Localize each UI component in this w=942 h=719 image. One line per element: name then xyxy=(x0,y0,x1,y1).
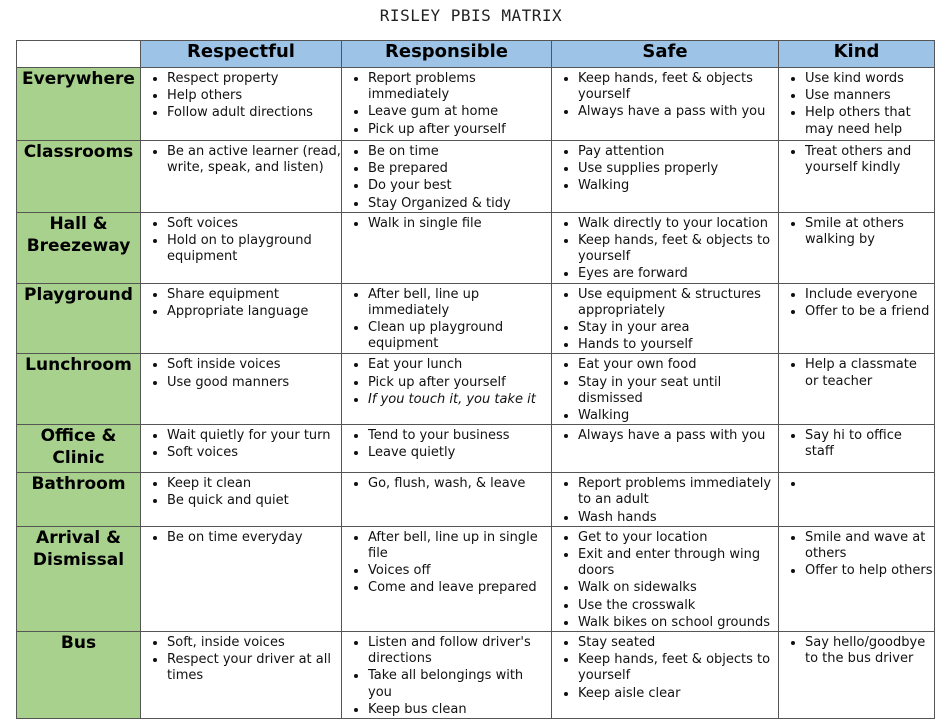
list-item: • Keep hands, feet & objects yourself xyxy=(578,70,778,103)
bullet-list xyxy=(779,215,934,248)
row-label-lunchroom: Lunchroom xyxy=(17,354,141,425)
cell-playground-respectful xyxy=(141,283,342,354)
corner-cell xyxy=(17,41,141,68)
column-header-responsible: Responsible xyxy=(342,41,552,68)
list-item: • Leave gum at home xyxy=(368,103,551,120)
cell-bathroom-kind xyxy=(779,473,935,527)
list-item: • Stay Organized & tidy xyxy=(368,195,551,212)
bullet-list xyxy=(779,475,934,492)
bullet-list xyxy=(141,70,341,122)
cell-classrooms-respectful xyxy=(141,141,342,213)
list-item: • Be on time xyxy=(368,143,551,160)
bullet-list xyxy=(552,475,778,526)
table-row-hall-breezeway xyxy=(17,212,935,283)
bullet-list xyxy=(141,427,341,461)
list-item: • Help others xyxy=(167,87,341,104)
cell-arrival-dismissal-kind xyxy=(779,526,935,631)
list-item: • Pay attention xyxy=(578,143,778,160)
list-item: • Be on time everyday xyxy=(167,529,341,546)
bullet-list xyxy=(342,529,551,597)
list-item: • Respect your driver at all times xyxy=(167,651,341,684)
list-item: • Stay in your seat until dismissed xyxy=(578,374,778,407)
cell-bus-kind xyxy=(779,632,935,719)
list-item: • Leave quietly xyxy=(368,444,551,461)
bullet-list xyxy=(141,634,341,685)
cell-lunchroom-respectful xyxy=(141,354,342,425)
matrix-body xyxy=(17,68,935,719)
list-item: • Go, flush, wash, & leave xyxy=(368,475,551,492)
list-item: • Soft voices xyxy=(167,215,341,232)
table-row-office-clinic xyxy=(17,425,935,473)
list-item: • Listen and follow driver's directions xyxy=(368,634,551,667)
list-item: • Eat your lunch xyxy=(368,356,551,373)
list-item: • Report problems immediately xyxy=(368,70,551,103)
cell-office-clinic-respectful xyxy=(141,425,342,473)
cell-hall-breezeway-kind xyxy=(779,212,935,283)
cell-classrooms-responsible xyxy=(342,141,552,213)
cell-classrooms-kind xyxy=(779,141,935,213)
list-item: • After bell, line up immediately xyxy=(368,286,551,319)
bullet-list xyxy=(779,427,934,460)
cell-playground-kind xyxy=(779,283,935,354)
list-item: • Wash hands xyxy=(578,509,778,526)
list-item: • After bell, line up in single file xyxy=(368,529,551,562)
list-item: • Be prepared xyxy=(368,160,551,177)
cell-hall-breezeway-respectful xyxy=(141,212,342,283)
bullet-list xyxy=(552,634,778,702)
list-item: • Say hello/goodbye to the bus driver xyxy=(805,634,934,667)
list-item: • Offer to be a friend xyxy=(805,303,934,320)
table-row-playground xyxy=(17,283,935,354)
table-row-bathroom xyxy=(17,473,935,527)
list-item: • Help a classmate or teacher xyxy=(805,356,934,389)
row-label-everywhere: Everywhere xyxy=(17,68,141,141)
table-row-bus xyxy=(17,632,935,719)
bullet-list xyxy=(342,70,551,138)
row-label-office-clinic: Office & Clinic xyxy=(17,425,141,473)
list-item: • Walk in single file xyxy=(368,215,551,232)
bullet-list xyxy=(342,215,551,232)
list-item: • Soft, inside voices xyxy=(167,634,341,651)
list-item: • Follow adult directions xyxy=(167,104,341,121)
list-item: • Help others that may need help xyxy=(805,104,934,137)
list-item: • Hold on to playground equipment xyxy=(167,232,341,265)
bullet-list xyxy=(552,427,778,444)
cell-playground-safe xyxy=(552,283,779,354)
cell-bathroom-responsible xyxy=(342,473,552,527)
table-row-everywhere xyxy=(17,68,935,141)
bullet-list xyxy=(342,286,551,353)
list-item: • Walk directly to your location xyxy=(578,215,778,232)
cell-arrival-dismissal-respectful xyxy=(141,526,342,631)
list-item: • Appropriate language xyxy=(167,303,341,320)
list-item: • Exit and enter through wing doors xyxy=(578,546,778,579)
list-item: • Do your best xyxy=(368,177,551,194)
list-item: • Eat your own food xyxy=(578,356,778,373)
list-item: • Keep hands, feet & objects to yourself xyxy=(578,651,778,684)
list-item: • Come and leave prepared xyxy=(368,579,551,596)
list-item: • Eyes are forward xyxy=(578,265,778,282)
list-item: • Keep bus clean xyxy=(368,701,551,718)
bullet-list xyxy=(342,634,551,718)
bullet-list xyxy=(141,286,341,320)
bullet-list xyxy=(141,215,341,266)
bullet-list xyxy=(552,215,778,283)
header-row xyxy=(17,41,935,68)
list-item: • Share equipment xyxy=(167,286,341,303)
column-header-kind: Kind xyxy=(779,41,935,68)
cell-everywhere-kind xyxy=(779,68,935,141)
list-item: • Always have a pass with you xyxy=(578,103,778,120)
list-item: • Treat others and yourself kindly xyxy=(805,143,934,176)
list-item: • Soft voices xyxy=(167,444,341,461)
bullet-list xyxy=(779,70,934,138)
list-item: • Wait quietly for your turn xyxy=(167,427,341,444)
list-item: • Walking xyxy=(578,407,778,424)
cell-office-clinic-safe xyxy=(552,425,779,473)
bullet-list xyxy=(141,529,341,546)
bullet-list xyxy=(141,475,341,509)
bullet-list xyxy=(342,143,551,212)
cell-everywhere-safe xyxy=(552,68,779,141)
list-item: • Hands to yourself xyxy=(578,336,778,353)
bullet-list xyxy=(342,427,551,461)
list-item: • Offer to help others xyxy=(805,562,934,579)
list-item: • Be an active learner (read, write, speak, and listen) xyxy=(167,143,341,176)
list-item: • Stay in your area xyxy=(578,319,778,336)
cell-hall-breezeway-safe xyxy=(552,212,779,283)
list-item: • Use manners xyxy=(805,87,934,104)
row-label-classrooms: Classrooms xyxy=(17,141,141,213)
cell-playground-responsible xyxy=(342,283,552,354)
row-label-bathroom: Bathroom xyxy=(17,473,141,527)
list-item: • Report problems immediately to an adult xyxy=(578,475,778,508)
bullet-list xyxy=(779,143,934,176)
pbis-matrix-table xyxy=(16,40,935,719)
list-item: • Keep aisle clear xyxy=(578,685,778,702)
bullet-list xyxy=(779,529,934,580)
list-item: • If you touch it, you take it xyxy=(368,391,551,408)
cell-bus-safe xyxy=(552,632,779,719)
cell-lunchroom-responsible xyxy=(342,354,552,425)
row-label-playground: Playground xyxy=(17,283,141,354)
list-item: • Include everyone xyxy=(805,286,934,303)
row-label-hall-breezeway: Hall & Breezeway xyxy=(17,212,141,283)
list-item: • Pick up after yourself xyxy=(368,374,551,391)
bullet-list xyxy=(779,634,934,667)
list-item: • Use equipment & structures appropriately xyxy=(578,286,778,319)
list-item: • Smile at others walking by xyxy=(805,215,934,248)
bullet-list xyxy=(141,356,341,390)
row-label-bus: Bus xyxy=(17,632,141,719)
cell-everywhere-responsible xyxy=(342,68,552,141)
bullet-list xyxy=(552,529,778,631)
list-item: • Get to your location xyxy=(578,529,778,546)
bullet-list xyxy=(552,143,778,195)
cell-lunchroom-kind xyxy=(779,354,935,425)
list-item: • Always have a pass with you xyxy=(578,427,778,444)
list-item: • Walk bikes on school grounds xyxy=(578,614,778,631)
list-item: • Clean up playground equipment xyxy=(368,319,551,352)
bullet-list xyxy=(552,356,778,424)
list-item: • Soft inside voices xyxy=(167,356,341,373)
list-item: • Keep hands, feet & objects to yourself xyxy=(578,232,778,265)
bullet-list xyxy=(342,356,551,408)
list-item: • Be quick and quiet xyxy=(167,492,341,509)
cell-hall-breezeway-responsible xyxy=(342,212,552,283)
cell-lunchroom-safe xyxy=(552,354,779,425)
bullet-list xyxy=(552,70,778,121)
list-item: • Respect property xyxy=(167,70,341,87)
list-item: • Tend to your business xyxy=(368,427,551,444)
list-item: • Walking xyxy=(578,177,778,194)
table-row-arrival-dismissal xyxy=(17,526,935,631)
column-header-respectful: Respectful xyxy=(141,41,342,68)
list-item: • Walk on sidewalks xyxy=(578,579,778,596)
column-header-safe: Safe xyxy=(552,41,779,68)
cell-everywhere-respectful xyxy=(141,68,342,141)
list-item: • Voices off xyxy=(368,562,551,579)
list-item: • Use the crosswalk xyxy=(578,597,778,614)
list-item: • Use supplies properly xyxy=(578,160,778,177)
list-item: • Use kind words xyxy=(805,70,934,87)
bullet-list xyxy=(779,356,934,389)
bullet-list xyxy=(141,143,341,176)
row-label-arrival-dismissal: Arrival & Dismissal xyxy=(17,526,141,631)
list-item: • Pick up after yourself xyxy=(368,121,551,138)
list-item: • Say hi to office staff xyxy=(805,427,934,460)
cell-bathroom-respectful xyxy=(141,473,342,527)
page-title: RISLEY PBIS MATRIX xyxy=(379,6,563,25)
cell-bus-respectful xyxy=(141,632,342,719)
table-row-classrooms xyxy=(17,141,935,213)
bullet-list xyxy=(779,286,934,320)
cell-office-clinic-kind xyxy=(779,425,935,473)
cell-arrival-dismissal-safe xyxy=(552,526,779,631)
list-item: • Keep it clean xyxy=(167,475,341,492)
cell-classrooms-safe xyxy=(552,141,779,213)
list-item: • Smile and wave at others xyxy=(805,529,934,562)
cell-arrival-dismissal-responsible xyxy=(342,526,552,631)
list-item: • Stay seated xyxy=(578,634,778,651)
cell-office-clinic-responsible xyxy=(342,425,552,473)
list-item: • Take all belongings with you xyxy=(368,667,551,700)
table-row-lunchroom xyxy=(17,354,935,425)
cell-bus-responsible xyxy=(342,632,552,719)
list-item xyxy=(805,475,934,492)
bullet-list xyxy=(342,475,551,492)
bullet-list xyxy=(552,286,778,354)
cell-bathroom-safe xyxy=(552,473,779,527)
list-item: • Use good manners xyxy=(167,374,341,391)
